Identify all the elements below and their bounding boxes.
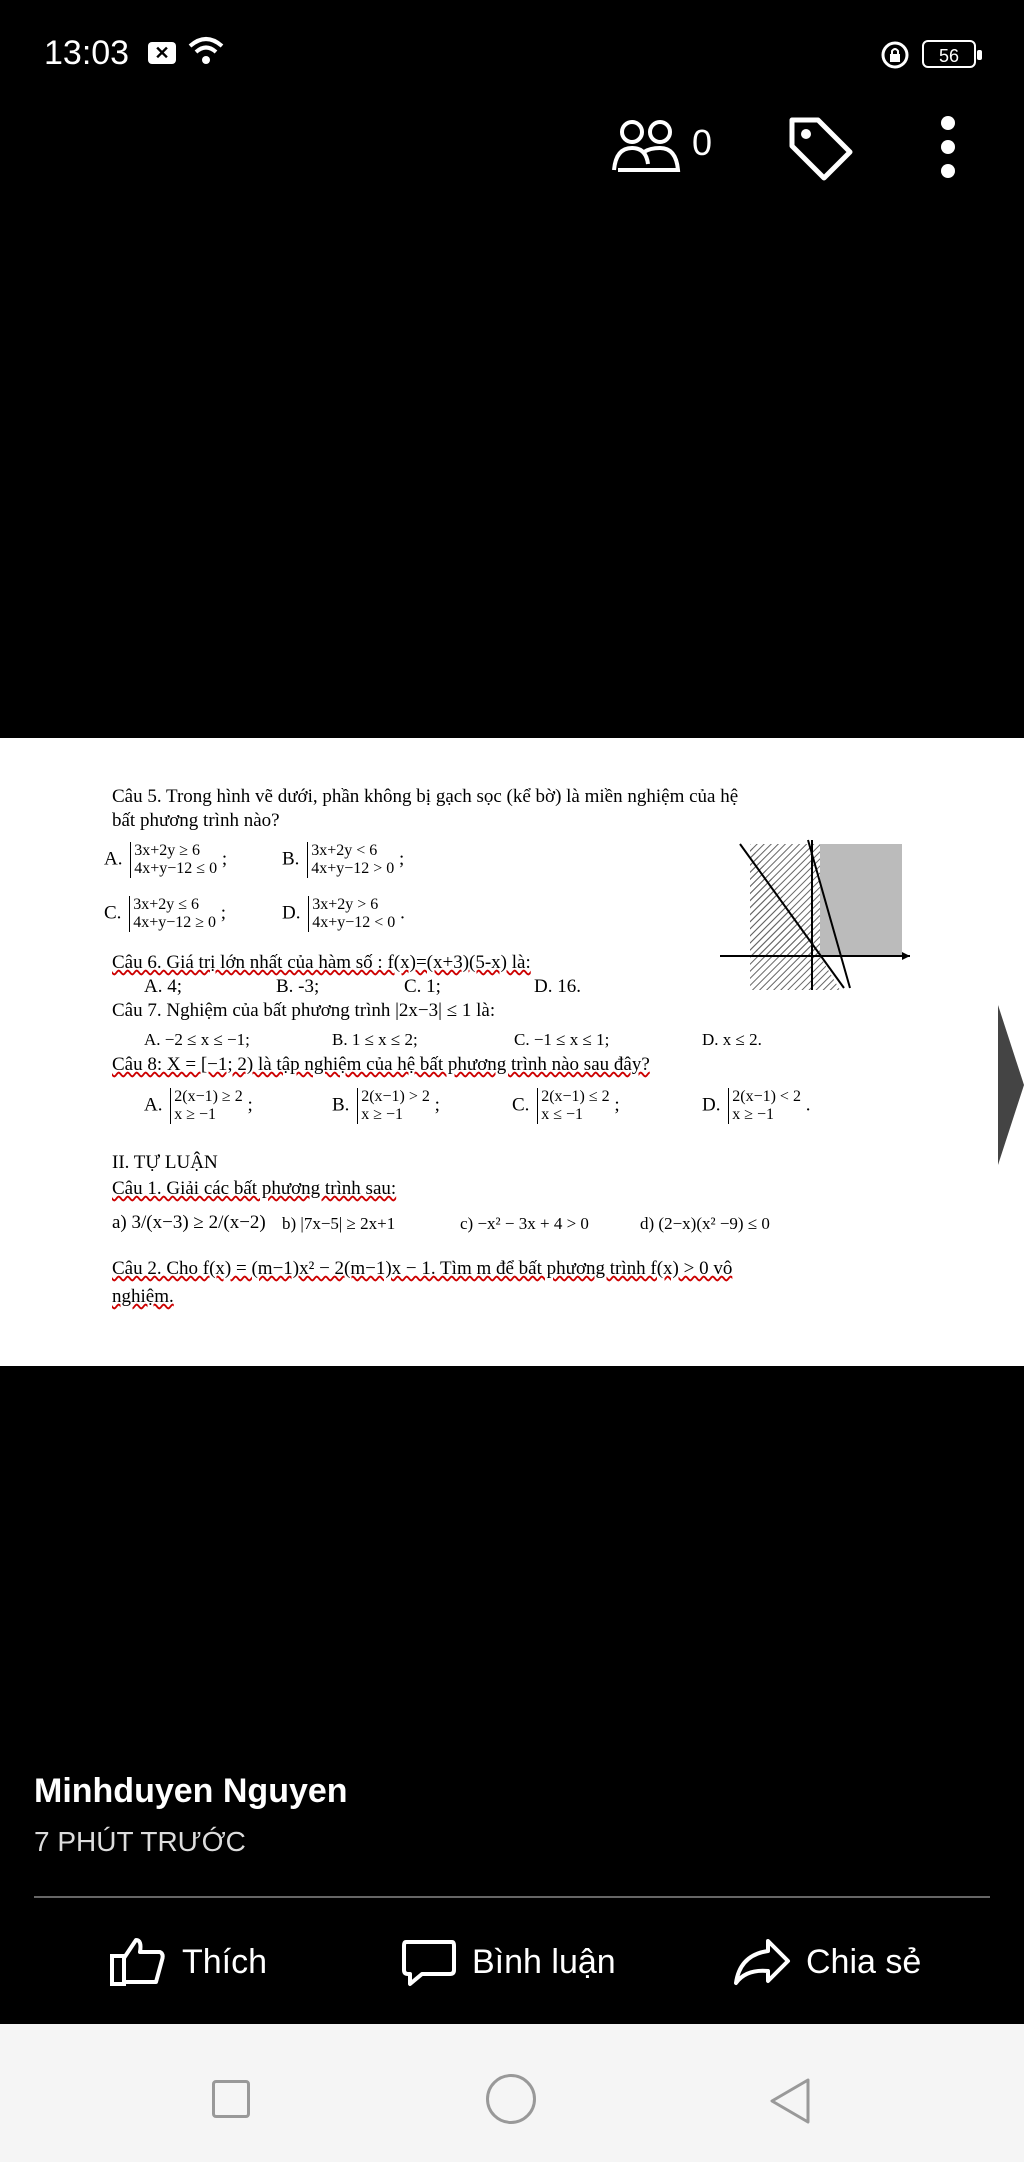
q5-option-d-label: D. [282,902,301,924]
thumbs-up-icon [108,1936,168,1988]
essay-q2-line2: nghiệm. [112,1286,174,1307]
q8-option-a: 2(x−1) ≥ 2 x ≥ −1 [170,1088,242,1124]
essay-q1-d: d) (2−x)(x² −9) ≤ 0 [640,1214,770,1233]
q6-option-d: D. 16. [534,976,581,997]
essay-q1: Câu 1. Giải các bất phương trình sau: [112,1178,397,1199]
essay-q1-a: a) 3/(x−3) ≥ 2/(x−2) [112,1212,266,1233]
section-title: II. TỰ LUẬN [112,1152,218,1173]
q6-option-b: B. -3; [276,976,320,997]
status-time: 13:03 [44,34,130,72]
q7-option-c: C. −1 ≤ x ≤ 1; [514,1030,610,1049]
q7-option-a: A. −2 ≤ x ≤ −1; [144,1030,250,1049]
essay-q2-line1: Câu 2. Cho f(x) = (m−1)x² − 2(m−1)x − 1. Tìm m để bất phương trình f(x) > 0 vô [112,1258,733,1279]
comment-label: Bình luận [472,1942,616,1981]
comment-icon [400,1936,458,1988]
q8-option-c-label: C. [512,1094,530,1116]
share-button[interactable] [732,1938,921,1986]
q6-question: Câu 6. Giá trị lớn nhất của hàm số : f(x)=(x+3)(5-x) là: [112,952,531,973]
q8-option-c: 2(x−1) ≤ 2 x ≤ −1 [537,1088,609,1124]
author-name[interactable]: Minhduyen Nguyen [34,1772,348,1810]
q7-option-b: B. 1 ≤ x ≤ 2; [332,1030,418,1049]
essay-q1-c: c) −x² − 3x + 4 > 0 [460,1214,589,1233]
more-options-icon[interactable] [938,116,958,180]
share-icon [732,1937,792,1987]
q5-option-c: 3x+2y ≤ 6 4x+y−12 ≥ 0 [129,896,216,932]
q8-option-b-label: B. [332,1094,350,1116]
q8-option-d: 2(x−1) < 2 x ≥ −1 [728,1088,801,1124]
rotation-lock-icon [880,40,910,70]
share-label: Chia sẻ [806,1942,922,1981]
back-icon[interactable] [768,2076,812,2126]
q5-line2: bất phương trình nào? [112,810,280,831]
like-label: Thích [182,1942,268,1981]
notification-icon: ✕ [148,42,176,64]
q7-question: Câu 7. Nghiệm của bất phương trình |2x−3| ≤ 1 là: [112,1000,496,1021]
next-image-arrow[interactable] [998,1005,1024,1165]
q6-option-a: A. 4; [144,976,182,997]
q7-option-d: D. x ≤ 2. [702,1030,762,1049]
viewers-icon[interactable] [610,118,682,178]
q5-option-a: 3x+2y ≥ 6 4x+y−12 ≤ 0 [130,842,217,878]
battery-indicator: 56 [922,40,976,68]
q5-option-b-label: B. [282,848,300,870]
status-bar [0,0,1024,110]
home-icon[interactable] [486,2074,536,2124]
comment-button[interactable] [400,1938,616,1986]
homework-image[interactable]: Câu 5. Trong hình vẽ dưới, phần không bị gạch sọc (kể bờ) là miền nghiệm của hệ bất phương trình nào? A. 3x+2y ≥ 6 4x+y−12 ≤ 0 ; B. 3x+2y < 6 4x+y−12 > 0 ; C. 3x+2y ≤ 6 4x+y−12 ≥ 0 ; D. 3x+2y > 6 4x+y−12 < 0 . Câu 6. Giá trị lớn nhất của hàm số : f(x)=(x+3)(5-x) là: A. 4; B. -3; C. 1; D. 16. Câu 7. Nghiệm của bất phương trình |2x−3| ≤ 1 là: A. −2 ≤ x ≤ −1; B. 1 ≤ x ≤ 2; C. −1 ≤ x ≤ 1; D. x ≤ 2. Câu 8: X = [−1; 2) là tập nghiệm của hệ bất phương trình nào sau đây? A. 2(x−1) ≥ 2 x ≥ −1 ; B. 2(x−1) > 2 x ≥ −1 ; C. 2(x−1) ≤ 2 x ≤ −1 ; D. 2(x−1) < 2 x ≥ −1 . II. TỰ LUẬN Câu 1. Giải các bất phương trình sau: a) 3/(x−3) ≥ 2/(x−2) b) |7x−5| ≥ 2x+1 c) −x² − 3x + 4 > 0 d) (2−x)(x² −9) ≤ 0 Câu 2. Cho f(x) = (m−1)x² − 2(m−1)x − 1. Tìm m để bất phương trình f(x) > 0 vô nghiệm. [0,738,1024,1366]
like-button[interactable] [108,1938,267,1986]
q6-option-c: C. 1; [404,976,441,997]
q5-option-a-label: A. [104,848,123,870]
recent-apps-icon[interactable] [212,2080,250,2118]
essay-q1-b: b) |7x−5| ≥ 2x+1 [282,1214,396,1233]
q5-line1: Câu 5. Trong hình vẽ dưới, phần không bị gạch sọc (kể bờ) là miền nghiệm của hệ [112,786,739,807]
q5-option-c-label: C. [104,902,122,924]
q8-option-a-label: A. [144,1094,163,1116]
q8-option-b: 2(x−1) > 2 x ≥ −1 [357,1088,430,1124]
q5-option-d: 3x+2y > 6 4x+y−12 < 0 [308,896,395,932]
wifi-icon [186,34,226,66]
tag-icon[interactable] [784,112,856,184]
post-time: 7 PHÚT TRƯỚC [34,1826,246,1857]
q8-question: Câu 8: X = [−1; 2) là tập nghiệm của hệ bất phương trình nào sau đây? [112,1054,650,1075]
q8-option-d-label: D. [702,1094,721,1116]
q5-option-b: 3x+2y < 6 4x+y−12 > 0 [307,842,394,878]
divider [34,1896,990,1898]
system-nav-bar [0,2024,1024,2162]
inequality-graph [720,838,912,990]
viewers-count: 0 [692,122,713,163]
